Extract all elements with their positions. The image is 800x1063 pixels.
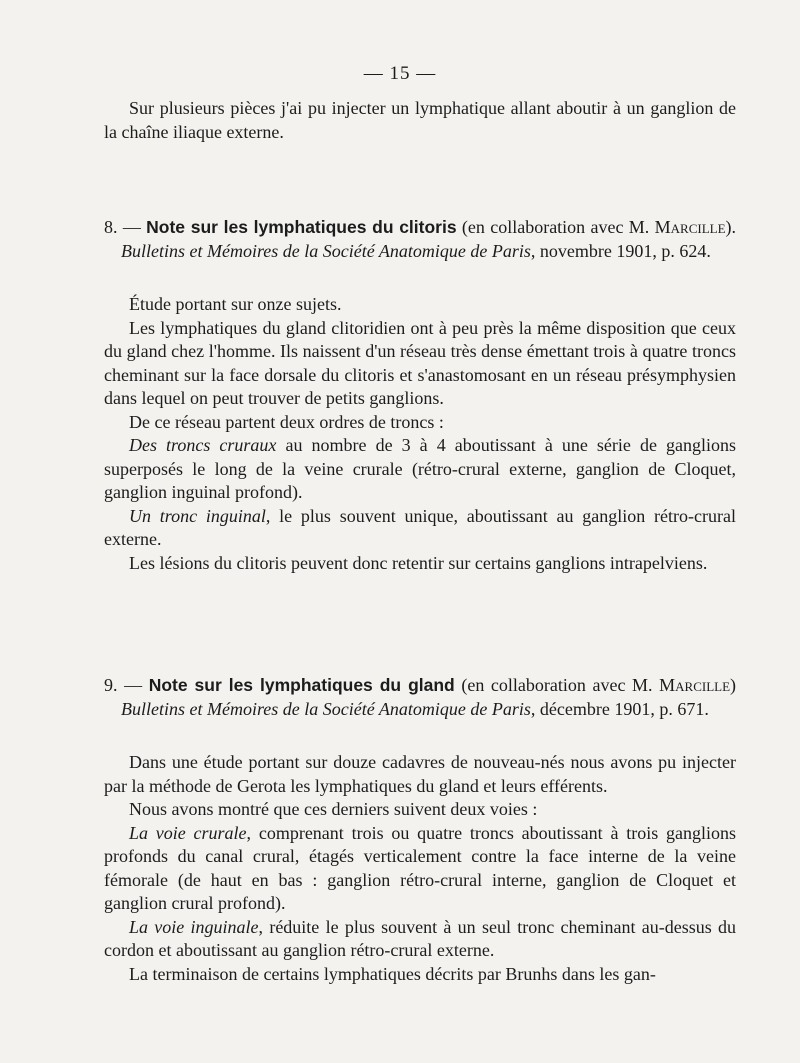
intro-section [104, 97, 736, 144]
entry-8-paragraph-3: De ce réseau partent deux ordres de troncs : [129, 411, 444, 432]
entry-8-date: , novembre 1901, p. 624. [530, 240, 711, 261]
entry-9-item-crurale [104, 822, 736, 916]
entry-9 [104, 674, 736, 986]
entry-9-item-inguinale [104, 916, 736, 963]
entry-9-date: , décembre 1901, p. 671. [530, 698, 709, 719]
entry-8-paragraph-2: Les lymphatiques du gland clitoridien ont à peu près la même disposition que ceux du gland chez l'homme. Ils naissent d'un réseau très dense émettant trois à quatre troncs cheminant sur la face dorsale du clitoris et s'anastomosant en un réseau présymphysien dans lequel on peut trouver de petits ganglions. [104, 317, 736, 408]
entry-8-number: 8. — [104, 217, 147, 237]
entry-8-item-cruraux-text: au nombre de 3 à 4 aboutissant à une série de ganglions superposés le long de la veine crurale (rétro-crural externe, ganglion de Cloquet, ganglion inguinal profond). [104, 435, 736, 502]
entry-8-collab-name: Marcille [654, 217, 726, 237]
entry-9-item-crurale-lead: La voie crurale [129, 822, 247, 843]
entry-9-paragraph-2: Nous avons montré que ces derniers suivent deux voies : [129, 799, 538, 819]
entry-9-number: 9. — [104, 675, 149, 695]
entry-8-item-inguinal [104, 505, 736, 552]
entry-9-heading [104, 674, 736, 721]
entry-8-paragraph-1: Étude portant sur onze sujets. [129, 294, 342, 314]
page-number: — 15 — [363, 63, 437, 84]
entry-9-item-inguinale-lead: La voie inguinale [129, 916, 259, 937]
entry-9-paragraph-1: Dans une étude portant sur douze cadavres de nouveau-nés nous avons pu injecter par la méthode de Gerota les lymphatiques du gland et leurs efférents. [104, 752, 736, 796]
entry-9-journal: Bulletins et Mémoires de la Société Anatomique de Paris [121, 698, 531, 719]
intro-paragraph: Sur plusieurs pièces j'ai pu injecter un lymphatique allant aboutir à un ganglion de la chaîne iliaque externe. [104, 98, 736, 142]
entry-8 [104, 216, 736, 575]
entry-8-item-cruraux [104, 434, 736, 505]
entry-8-journal: Bulletins et Mémoires de la Société Anatomique de Paris [121, 240, 531, 261]
entry-9-title: Note sur les lymphatiques du gland [148, 675, 455, 695]
entry-8-collab-prefix: (en collaboration avec M. [456, 217, 655, 237]
entry-9-collab-suffix: ) [730, 675, 737, 695]
entry-8-collab-suffix: ). [725, 217, 737, 237]
entry-8-item-cruraux-lead: Des troncs cruraux [129, 435, 277, 455]
entry-9-item-crurale-text: , comprenant trois ou quatre troncs aboutissant à trois ganglions profonds du canal crural, étagés verticalement contre la face interne de la veine fémorale (de haut en bas : ganglion rétro-crural interne, ganglion de Cloquet et ganglion crural profond). [104, 822, 736, 913]
entry-9-closing: La terminaison de certains lymphatiques décrits par Brunhs dans les gan- [129, 963, 656, 984]
entry-9-collab-prefix: (en collaboration avec M. [454, 675, 660, 695]
entry-8-item-inguinal-text: , le plus souvent unique, aboutissant au ganglion rétro-crural externe. [104, 505, 736, 549]
entry-8-heading [104, 216, 736, 263]
entry-8-closing: Les lésions du clitoris peuvent donc retentir sur certains ganglions intrapelviens. [129, 552, 708, 573]
entry-8-item-inguinal-lead: Un tronc inguinal [129, 505, 266, 526]
entry-8-title: Note sur les lymphatiques du clitoris [146, 217, 457, 237]
entry-9-collab-name: Marcille [659, 675, 731, 695]
entry-9-item-inguinale-text: , réduite le plus souvent à un seul tronc cheminant au-dessus du cordon et aboutissant au ganglion rétro-crural externe. [104, 916, 736, 960]
